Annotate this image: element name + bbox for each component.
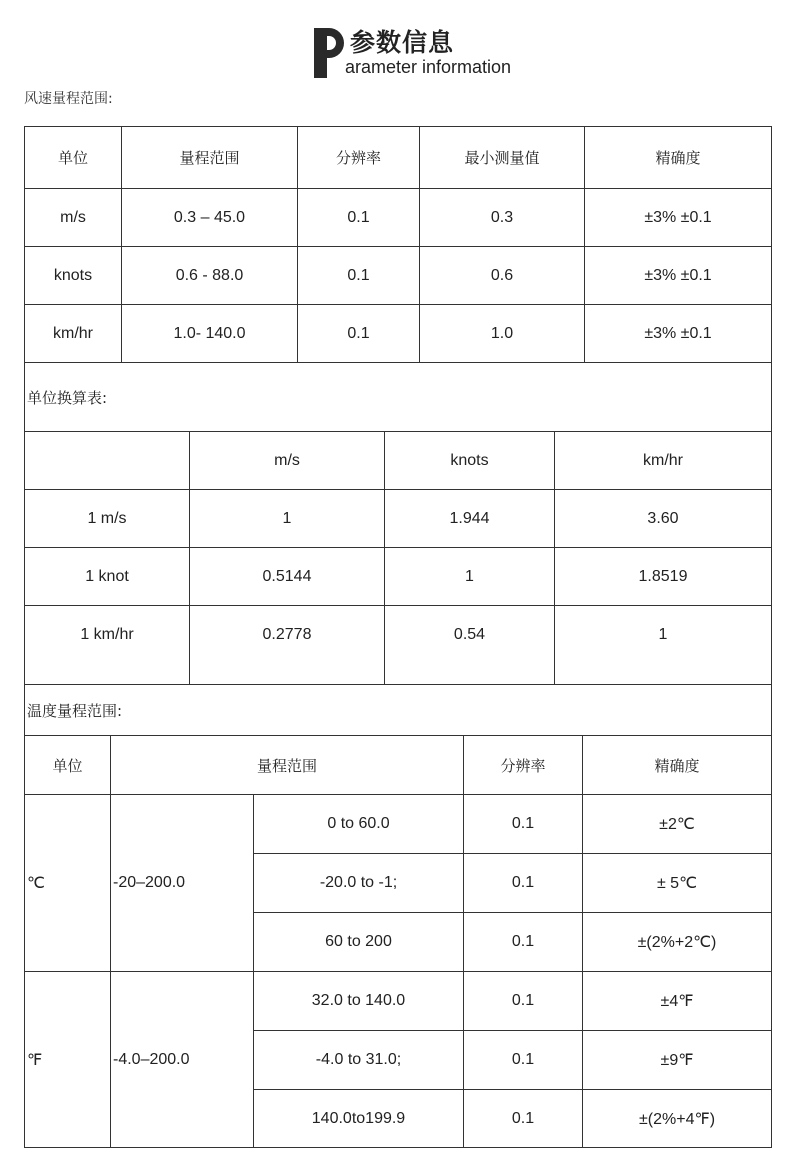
wind-header-min: 最小测量值 (420, 127, 585, 189)
temp-range-fahrenheit: -4.0–200.0 (111, 972, 254, 1147)
wind-cell: 0.6 (420, 247, 585, 305)
conversion-caption: 单位换算表: (27, 389, 108, 407)
temp-accuracy: ±4℉ (583, 972, 771, 1031)
conversion-cell: 1 m/s (25, 490, 190, 548)
wind-cell: ±3% ±0.1 (585, 189, 771, 247)
temp-subrange: -20.0 to -1; (254, 854, 464, 913)
wind-cell: 0.1 (298, 189, 420, 247)
conversion-header: km/hr (555, 432, 771, 490)
wind-cell: 1.0 (420, 305, 585, 363)
conversion-header: knots (385, 432, 555, 490)
temp-subrange: 0 to 60.0 (254, 795, 464, 854)
wind-header-range: 量程范围 (122, 127, 298, 189)
temp-subrange: -4.0 to 31.0; (254, 1031, 464, 1090)
conversion-cell: 1 (555, 606, 771, 685)
conversion-cell: 1 km/hr (25, 606, 190, 685)
temp-unit-celsius: ℃ (25, 795, 111, 972)
conversion-cell: 1.944 (385, 490, 555, 548)
wind-cell: 0.3 (420, 189, 585, 247)
wind-cell: 1.0- 140.0 (122, 305, 298, 363)
conversion-cell: 0.54 (385, 606, 555, 685)
conversion-cell: 0.5144 (190, 548, 385, 606)
temp-accuracy: ± 5℃ (583, 854, 771, 913)
conversion-cell: 1 knot (25, 548, 190, 606)
wind-cell: ±3% ±0.1 (585, 305, 771, 363)
temp-accuracy: ±(2%+2℃) (583, 913, 771, 972)
conversion-header: m/s (190, 432, 385, 490)
conversion-cell: 1 (190, 490, 385, 548)
temp-accuracy: ±9℉ (583, 1031, 771, 1090)
wind-header-accuracy: 精确度 (585, 127, 771, 189)
temp-resolution: 0.1 (464, 795, 583, 854)
temperature-caption: 温度量程范围: (25, 685, 771, 736)
temp-unit-fahrenheit: ℉ (25, 972, 111, 1147)
temp-resolution: 0.1 (464, 854, 583, 913)
temp-header-resolution: 分辨率 (464, 736, 583, 795)
header-title-en: arameter information (345, 57, 512, 77)
wind-cell: knots (25, 247, 122, 305)
wind-cell: m/s (25, 189, 122, 247)
parameter-header (314, 22, 574, 82)
temp-subrange: 32.0 to 140.0 (254, 972, 464, 1031)
conversion-cell: 1 (385, 548, 555, 606)
temp-accuracy: ±(2%+4℉) (638, 1110, 716, 1128)
temp-subrange: 60 to 200 (254, 913, 464, 972)
temp-resolution: 0.1 (464, 1090, 583, 1147)
wind-cell: ±3% ±0.1 (585, 247, 771, 305)
wind-header-resolution: 分辨率 (298, 127, 420, 189)
temp-subrange: 140.0to199.9 (254, 1090, 464, 1147)
p-logo-mark (314, 28, 344, 78)
temp-range-celsius: -20–200.0 (111, 795, 254, 972)
conversion-cell: 0.2778 (190, 606, 385, 685)
temp-header-range: 量程范围 (111, 736, 464, 795)
wind-cell: 0.3 – 45.0 (122, 189, 298, 247)
temp-resolution: 0.1 (464, 913, 583, 972)
wind-cell: 0.6 - 88.0 (122, 247, 298, 305)
parameter-tables (24, 126, 772, 1148)
wind-cell: km/hr (25, 305, 122, 363)
wind-cell: 0.1 (298, 247, 420, 305)
temp-header-accuracy: 精确度 (583, 736, 771, 795)
wind-cell: 0.1 (298, 305, 420, 363)
temp-header-unit: 单位 (25, 736, 111, 795)
conversion-cell: 1.8519 (555, 548, 771, 606)
conversion-cell: 3.60 (555, 490, 771, 548)
temp-resolution: 0.1 (464, 972, 583, 1031)
temp-resolution: 0.1 (464, 1031, 583, 1090)
wind-header-unit: 单位 (25, 127, 122, 189)
header-title-cn: 参数信息 (350, 28, 455, 57)
temp-accuracy: ±2℃ (583, 795, 771, 854)
wind-caption: 风速量程范围: (24, 91, 113, 107)
conversion-header (25, 432, 190, 490)
